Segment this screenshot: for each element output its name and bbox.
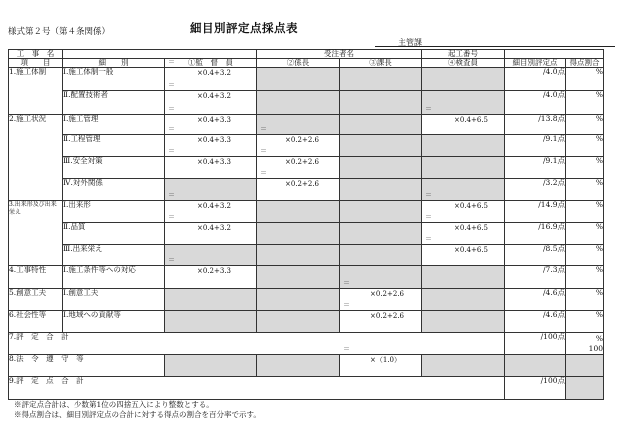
disabled-cell xyxy=(340,115,422,135)
disabled-cell xyxy=(422,68,505,91)
score-formula: ×0.4+3.3 xyxy=(197,158,231,166)
ratio-value: 100 xyxy=(588,343,603,353)
score-formula: ×0.2+2.6 xyxy=(285,158,319,166)
disabled-cell xyxy=(257,266,340,289)
disabled-cell xyxy=(257,115,340,135)
note-ratio: ※得点割合は、細目別評定点の合計に対する得点の割合を百分率で示す。 xyxy=(14,410,261,419)
disabled-cell xyxy=(340,68,422,91)
subitem-cell: Ⅱ.品質 xyxy=(63,223,165,245)
detail-header: 細 別 xyxy=(63,59,165,68)
equals-sign: ＝ xyxy=(343,301,350,309)
subitem-cell: Ⅰ.出来形 xyxy=(63,201,165,223)
disabled-cell xyxy=(257,289,340,311)
disabled-cell xyxy=(340,135,422,157)
detail-score-cell: /16.9点 xyxy=(505,223,566,245)
contractor-label: 受注者名 xyxy=(257,50,422,59)
inspector-header: ④検査員 xyxy=(422,59,505,68)
score-ratio-cell: % xyxy=(566,289,604,311)
score-formula: ×0.4+3.3 xyxy=(197,116,231,124)
disabled-cell xyxy=(257,245,340,266)
disabled-cell xyxy=(165,179,257,201)
disabled-cell xyxy=(422,355,505,377)
score-ratio-cell: % xyxy=(566,201,604,223)
equals-sign: ＝ xyxy=(168,191,175,199)
disabled-cell xyxy=(422,91,505,115)
chief-score-input[interactable] xyxy=(257,125,340,157)
detail-score-cell: /3.2点 xyxy=(505,179,566,201)
score-formula: ×0.4+3.2 xyxy=(197,92,231,100)
equals-sign: ＝ xyxy=(260,125,267,133)
table-row xyxy=(9,179,604,201)
equals-sign: ＝ xyxy=(168,213,175,221)
subitem-cell: Ⅱ.配置技術者 xyxy=(63,91,165,115)
table-row xyxy=(9,68,604,91)
subitem-cell: Ⅲ.安全対策 xyxy=(63,157,165,179)
eval-total-label: 7.評 定 合 計 xyxy=(9,333,505,355)
manager-score-input[interactable] xyxy=(340,279,422,311)
disabled-cell xyxy=(165,311,257,333)
disabled-cell xyxy=(422,266,505,289)
detail-score-cell: /9.1点 xyxy=(505,157,566,179)
category-cell: 4.工事特性 xyxy=(9,266,63,289)
disabled-cell xyxy=(566,355,604,377)
disabled-cell xyxy=(165,355,257,377)
disabled-cell xyxy=(340,201,422,223)
work-name-label: 工 事 名 xyxy=(9,50,63,59)
category-cell: 3.出来形及び出来栄え xyxy=(9,201,63,266)
supervisor-score-input[interactable] xyxy=(165,191,257,223)
score-formula: ×0.4+6.5 xyxy=(454,116,488,124)
score-total-row xyxy=(9,377,604,400)
equals-sign: ＝ xyxy=(168,105,175,113)
page-title: 細目別評定点採点表 xyxy=(190,21,298,35)
score-ratio-cell: % xyxy=(566,266,604,289)
chief-header: ②係長 xyxy=(257,59,340,68)
eval-total-row xyxy=(9,333,604,355)
manager-score-input[interactable] xyxy=(340,301,422,333)
note-rounding: ※評定点合計は、少数第1位の四捨五入により整数とする。 xyxy=(14,400,214,409)
score-ratio-cell: % xyxy=(566,179,604,201)
law-compliance-label: 8.法 令 遵 守 等 xyxy=(9,355,165,377)
score-formula: ×0.2+3.3 xyxy=(197,267,231,275)
score-ratio-cell: % xyxy=(566,245,604,266)
equals-sign: ＝ xyxy=(168,125,175,133)
subitem-cell: Ⅰ.施工管理 xyxy=(63,115,165,135)
score-formula: ×0.2+2.6 xyxy=(370,290,404,298)
score-formula: ×0.2+2.6 xyxy=(285,136,319,144)
equals-sign: ＝ xyxy=(425,235,432,243)
disabled-cell xyxy=(422,157,505,179)
detail-score-cell: /13.8点 xyxy=(505,115,566,135)
score-ratio-cell: % xyxy=(566,115,604,135)
score-formula: ×0.4+6.5 xyxy=(454,224,488,232)
law-compliance-input[interactable] xyxy=(340,345,422,377)
score-ratio-header: 得点割合 xyxy=(566,59,604,68)
subitem-cell: Ⅳ.対外関係 xyxy=(63,179,165,201)
score-formula: ×0.4+6.5 xyxy=(454,202,488,210)
category-cell: 1.施工体制 xyxy=(9,68,63,115)
subitem-cell: Ⅱ.工程管理 xyxy=(63,135,165,157)
eval-total-score: /100点 xyxy=(505,333,566,355)
start-no-label: 起工番号 xyxy=(422,50,505,59)
supervisor-score-input[interactable] xyxy=(165,105,257,135)
score-formula: ×0.4+3.2 xyxy=(197,224,231,232)
category-cell: 2.施工状況 xyxy=(9,115,63,201)
disabled-cell xyxy=(257,201,340,223)
disabled-cell xyxy=(422,135,505,157)
score-total-label: 9.評 定 点 合 計 xyxy=(9,377,505,400)
disabled-cell xyxy=(165,245,257,266)
disabled-cell xyxy=(165,289,257,311)
disabled-cell xyxy=(340,266,422,289)
equals-sign: ＝ xyxy=(168,147,175,155)
disabled-cell xyxy=(566,377,604,400)
disabled-cell xyxy=(422,311,505,333)
item-header: 項 目 xyxy=(9,59,63,68)
equals-sign: ＝ xyxy=(168,256,175,264)
score-formula: ×0.4+3.2 xyxy=(197,69,231,77)
disabled-cell xyxy=(257,311,340,333)
equals-sign: ＝ xyxy=(343,345,350,353)
disabled-cell xyxy=(340,157,422,179)
subitem-cell: Ⅰ.施工条件等への対応 xyxy=(63,266,165,289)
detail-score-cell: /4.6点 xyxy=(505,289,566,311)
disabled-cell xyxy=(340,245,422,266)
law-compliance-row xyxy=(9,355,604,377)
equals-sign: ＝ xyxy=(260,147,267,155)
score-ratio-cell: % xyxy=(566,311,604,333)
disabled-cell xyxy=(422,179,505,201)
subitem-cell: Ⅰ.創意工夫 xyxy=(63,289,165,311)
score-total-score: /100点 xyxy=(505,377,566,400)
equals-sign: ＝ xyxy=(168,58,175,66)
eval-total-ratio xyxy=(566,333,604,355)
table-row xyxy=(9,289,604,311)
subitem-cell: Ⅰ.地域への貢献等 xyxy=(63,311,165,333)
manager-header: ③課長 xyxy=(340,59,422,68)
score-formula: ×0.2+2.6 xyxy=(370,312,404,320)
table-row xyxy=(9,115,604,135)
table-row xyxy=(9,201,604,223)
score-formula: ×0.4+3.3 xyxy=(197,136,231,144)
subitem-cell: Ⅲ.出来栄え xyxy=(63,245,165,266)
supervisor-score-input[interactable] xyxy=(165,147,257,179)
table-row xyxy=(9,91,604,115)
table-row xyxy=(9,245,604,266)
inspector-score-input[interactable] xyxy=(422,235,505,266)
table-row xyxy=(9,223,604,245)
table-row xyxy=(9,266,604,289)
score-formula: ×（1.0） xyxy=(370,356,401,364)
supervisor-score-input[interactable] xyxy=(165,213,257,245)
disabled-cell xyxy=(257,223,340,245)
dept-signature-line xyxy=(375,46,615,47)
disabled-cell xyxy=(257,91,340,115)
supervisor-score-input[interactable] xyxy=(165,256,257,289)
chief-score-input[interactable] xyxy=(257,169,340,201)
supervisor-score-input[interactable] xyxy=(165,125,257,157)
disabled-cell xyxy=(257,68,340,91)
equals-sign: ＝ xyxy=(343,279,350,287)
inspector-score-input[interactable] xyxy=(422,105,505,135)
disabled-cell xyxy=(422,289,505,311)
notes xyxy=(14,400,261,420)
disabled-cell xyxy=(257,355,340,377)
equals-sign: ＝ xyxy=(425,191,432,199)
percent-sign: % xyxy=(595,334,603,343)
detail-score-cell: /4.6点 xyxy=(505,311,566,333)
score-formula: ×0.2+2.6 xyxy=(285,180,319,188)
subitem-cell: Ⅰ.施工体制一般 xyxy=(63,68,165,91)
form-number: 様式第２号（第４条関係） xyxy=(8,27,111,37)
detail-score-cell: /9.1点 xyxy=(505,135,566,157)
equals-sign: ＝ xyxy=(425,213,432,221)
score-ratio-cell: % xyxy=(566,68,604,91)
table-row xyxy=(9,135,604,157)
evaluation-table xyxy=(8,49,604,400)
equals-sign: ＝ xyxy=(168,81,175,89)
detail-score-cell: /14.9点 xyxy=(505,201,566,223)
detail-score-cell: /7.3点 xyxy=(505,266,566,289)
score-formula: ×0.4+6.5 xyxy=(454,246,488,254)
category-cell: 5.創意工夫 xyxy=(9,289,63,311)
equals-sign: ＝ xyxy=(260,169,267,177)
disabled-cell xyxy=(505,355,566,377)
inspector-score-input[interactable] xyxy=(422,213,505,245)
detail-score-cell: /4.0点 xyxy=(505,68,566,91)
table-row xyxy=(9,157,604,179)
supervisor-score-input[interactable] xyxy=(165,81,257,115)
disabled-cell xyxy=(340,179,422,201)
inspector-score-input[interactable] xyxy=(422,191,505,223)
score-formula: ×0.4+3.2 xyxy=(197,202,231,210)
disabled-cell xyxy=(340,91,422,115)
equals-sign: ＝ xyxy=(425,105,432,113)
detail-score-header: 細目別評定点 xyxy=(505,59,566,68)
disabled-cell xyxy=(340,223,422,245)
score-ratio-cell: % xyxy=(566,91,604,115)
score-ratio-cell: % xyxy=(566,157,604,179)
detail-score-cell: /8.5点 xyxy=(505,245,566,266)
category-cell: 6.社会性等 xyxy=(9,311,63,333)
supervisor-header: ①監 督 員 xyxy=(165,59,257,68)
score-ratio-cell: % xyxy=(566,135,604,157)
dept-label: 主管課 xyxy=(398,38,422,47)
chief-score-input[interactable] xyxy=(257,147,340,179)
score-ratio-cell: % xyxy=(566,223,604,245)
table-row xyxy=(9,311,604,333)
detail-score-cell: /4.0点 xyxy=(505,91,566,115)
